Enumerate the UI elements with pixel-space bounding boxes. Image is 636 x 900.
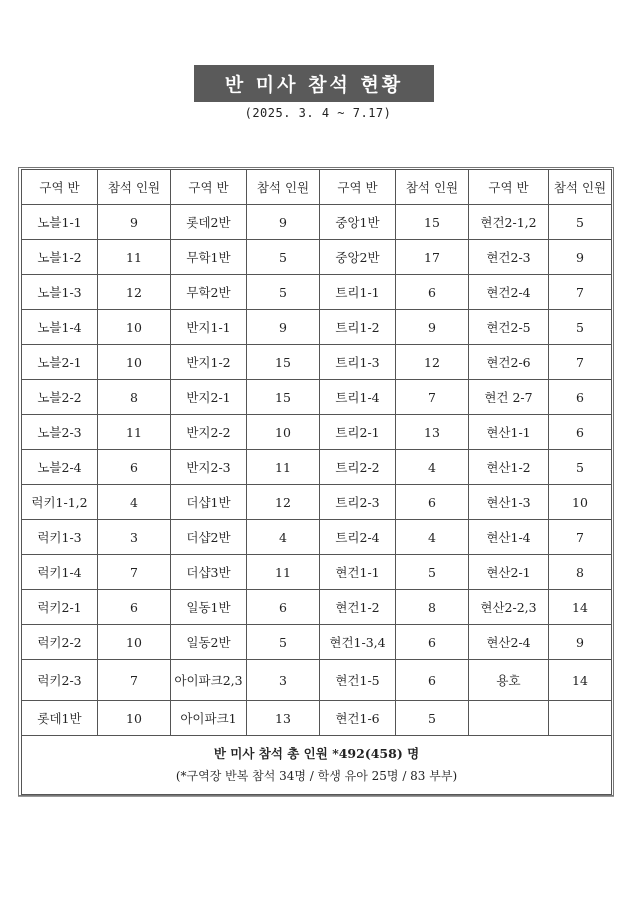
count-cell: 8	[396, 590, 469, 625]
district-cell: 현건1-6	[320, 701, 396, 736]
header-district: 구역 반	[22, 170, 98, 205]
district-cell: 트리2-4	[320, 520, 396, 555]
count-cell: 11	[247, 450, 320, 485]
count-cell: 5	[549, 310, 612, 345]
header-district: 구역 반	[171, 170, 247, 205]
count-cell: 9	[247, 310, 320, 345]
count-cell: 7	[549, 345, 612, 380]
district-cell: 반지2-3	[171, 450, 247, 485]
district-cell: 노블1-3	[22, 275, 98, 310]
district-cell: 현건1-3,4	[320, 625, 396, 660]
district-cell: 아이파크2,3	[171, 660, 247, 701]
count-cell: 10	[98, 345, 171, 380]
page-title: 반 미사 참석 현황	[194, 65, 434, 102]
district-cell: 럭키2-1	[22, 590, 98, 625]
district-cell: 더샵3반	[171, 555, 247, 590]
count-cell: 7	[98, 660, 171, 701]
district-cell: 반지1-1	[171, 310, 247, 345]
district-cell: 일동2반	[171, 625, 247, 660]
count-cell: 8	[549, 555, 612, 590]
summary-total: 반 미사 참석 총 인원 *492(458) 명	[213, 746, 420, 761]
count-cell	[549, 701, 612, 736]
count-cell: 6	[549, 415, 612, 450]
district-cell: 노블2-4	[22, 450, 98, 485]
district-cell: 중앙1반	[320, 205, 396, 240]
district-cell: 현산1-2	[469, 450, 549, 485]
district-cell: 무학2반	[171, 275, 247, 310]
count-cell: 8	[98, 380, 171, 415]
district-cell: 반지2-2	[171, 415, 247, 450]
district-cell: 현건1-2	[320, 590, 396, 625]
district-cell: 롯데2반	[171, 205, 247, 240]
district-cell: 트리1-1	[320, 275, 396, 310]
district-cell: 현산2-4	[469, 625, 549, 660]
district-cell: 현건2-3	[469, 240, 549, 275]
table-row	[22, 590, 612, 625]
district-cell: 럭키1-3	[22, 520, 98, 555]
district-cell: 현건 2-7	[469, 380, 549, 415]
table-row	[22, 345, 612, 380]
district-cell: 현산1-1	[469, 415, 549, 450]
count-cell: 6	[98, 590, 171, 625]
count-cell: 10	[549, 485, 612, 520]
count-cell: 5	[247, 625, 320, 660]
count-cell: 9	[98, 205, 171, 240]
table-row	[22, 380, 612, 415]
count-cell: 4	[396, 520, 469, 555]
district-cell: 중앙2반	[320, 240, 396, 275]
district-cell: 현건2-6	[469, 345, 549, 380]
count-cell: 11	[98, 240, 171, 275]
district-cell: 현산1-4	[469, 520, 549, 555]
count-cell: 5	[396, 555, 469, 590]
district-cell: 트리2-2	[320, 450, 396, 485]
header-row	[22, 170, 612, 205]
count-cell: 6	[247, 590, 320, 625]
district-cell: 트리2-1	[320, 415, 396, 450]
district-cell: 현건2-4	[469, 275, 549, 310]
header-count: 참석 인원	[247, 170, 320, 205]
count-cell: 6	[396, 660, 469, 701]
district-cell: 반지1-2	[171, 345, 247, 380]
district-cell: 트리1-4	[320, 380, 396, 415]
header-count: 참석 인원	[98, 170, 171, 205]
count-cell: 10	[98, 701, 171, 736]
district-cell: 럭키1-4	[22, 555, 98, 590]
header-district: 구역 반	[320, 170, 396, 205]
count-cell: 13	[247, 701, 320, 736]
count-cell: 6	[396, 625, 469, 660]
table-row	[22, 205, 612, 240]
district-cell: 아이파크1	[171, 701, 247, 736]
count-cell: 4	[247, 520, 320, 555]
table-row	[22, 450, 612, 485]
count-cell: 5	[549, 205, 612, 240]
count-cell: 15	[247, 345, 320, 380]
period-subtitle: (2025. 3. 4 ~ 7.17)	[244, 106, 392, 120]
district-cell: 현산2-1	[469, 555, 549, 590]
count-cell: 9	[549, 240, 612, 275]
count-cell: 7	[98, 555, 171, 590]
count-cell: 17	[396, 240, 469, 275]
district-cell: 현건2-5	[469, 310, 549, 345]
summary-cell	[22, 736, 612, 795]
district-cell: 현건1-1	[320, 555, 396, 590]
count-cell: 6	[549, 380, 612, 415]
header-district: 구역 반	[469, 170, 549, 205]
count-cell: 10	[247, 415, 320, 450]
count-cell: 6	[98, 450, 171, 485]
count-cell: 9	[549, 625, 612, 660]
district-cell: 노블1-4	[22, 310, 98, 345]
district-cell	[469, 701, 549, 736]
district-cell: 노블2-1	[22, 345, 98, 380]
count-cell: 3	[247, 660, 320, 701]
district-cell: 반지2-1	[171, 380, 247, 415]
district-cell: 현산2-2,3	[469, 590, 549, 625]
district-cell: 노블2-3	[22, 415, 98, 450]
table-row	[22, 240, 612, 275]
district-cell: 현건1-5	[320, 660, 396, 701]
table-row	[22, 555, 612, 590]
table-row	[22, 310, 612, 345]
count-cell: 5	[247, 275, 320, 310]
count-cell: 12	[98, 275, 171, 310]
count-cell: 15	[247, 380, 320, 415]
district-cell: 노블2-2	[22, 380, 98, 415]
district-cell: 노블1-1	[22, 205, 98, 240]
district-cell: 럭키2-3	[22, 660, 98, 701]
count-cell: 10	[98, 310, 171, 345]
count-cell: 14	[549, 590, 612, 625]
count-cell: 5	[549, 450, 612, 485]
table-row	[22, 660, 612, 701]
header-count: 참석 인원	[396, 170, 469, 205]
district-cell: 트리1-2	[320, 310, 396, 345]
table-row	[22, 520, 612, 555]
district-cell: 더샵1반	[171, 485, 247, 520]
count-cell: 14	[549, 660, 612, 701]
count-cell: 12	[396, 345, 469, 380]
count-cell: 4	[396, 450, 469, 485]
count-cell: 5	[396, 701, 469, 736]
count-cell: 13	[396, 415, 469, 450]
count-cell: 9	[247, 205, 320, 240]
count-cell: 11	[247, 555, 320, 590]
count-cell: 15	[396, 205, 469, 240]
district-cell: 일동1반	[171, 590, 247, 625]
count-cell: 11	[98, 415, 171, 450]
table-row	[22, 701, 612, 736]
count-cell: 7	[549, 520, 612, 555]
district-cell: 럭키2-2	[22, 625, 98, 660]
count-cell: 7	[396, 380, 469, 415]
table-row	[22, 625, 612, 660]
district-cell: 무학1반	[171, 240, 247, 275]
count-cell: 6	[396, 485, 469, 520]
count-cell: 10	[98, 625, 171, 660]
count-cell: 3	[98, 520, 171, 555]
summary-note: (*구역장 반복 참석 34명 / 학생 유아 25명 / 83 부부)	[175, 769, 458, 783]
district-cell: 트리1-3	[320, 345, 396, 380]
district-cell: 트리2-3	[320, 485, 396, 520]
district-cell: 롯데1반	[22, 701, 98, 736]
count-cell: 9	[396, 310, 469, 345]
district-cell: 더샵2반	[171, 520, 247, 555]
attendance-table	[21, 169, 612, 795]
summary-row	[22, 736, 612, 795]
count-cell: 6	[396, 275, 469, 310]
count-cell: 12	[247, 485, 320, 520]
table-row	[22, 485, 612, 520]
district-cell: 현산1-3	[469, 485, 549, 520]
table-row	[22, 415, 612, 450]
district-cell: 럭키1-1,2	[22, 485, 98, 520]
count-cell: 5	[247, 240, 320, 275]
district-cell: 현건2-1,2	[469, 205, 549, 240]
district-cell: 노블1-2	[22, 240, 98, 275]
district-cell: 용호	[469, 660, 549, 701]
count-cell: 4	[98, 485, 171, 520]
header-count: 참석 인원	[549, 170, 612, 205]
count-cell: 7	[549, 275, 612, 310]
table-row	[22, 275, 612, 310]
